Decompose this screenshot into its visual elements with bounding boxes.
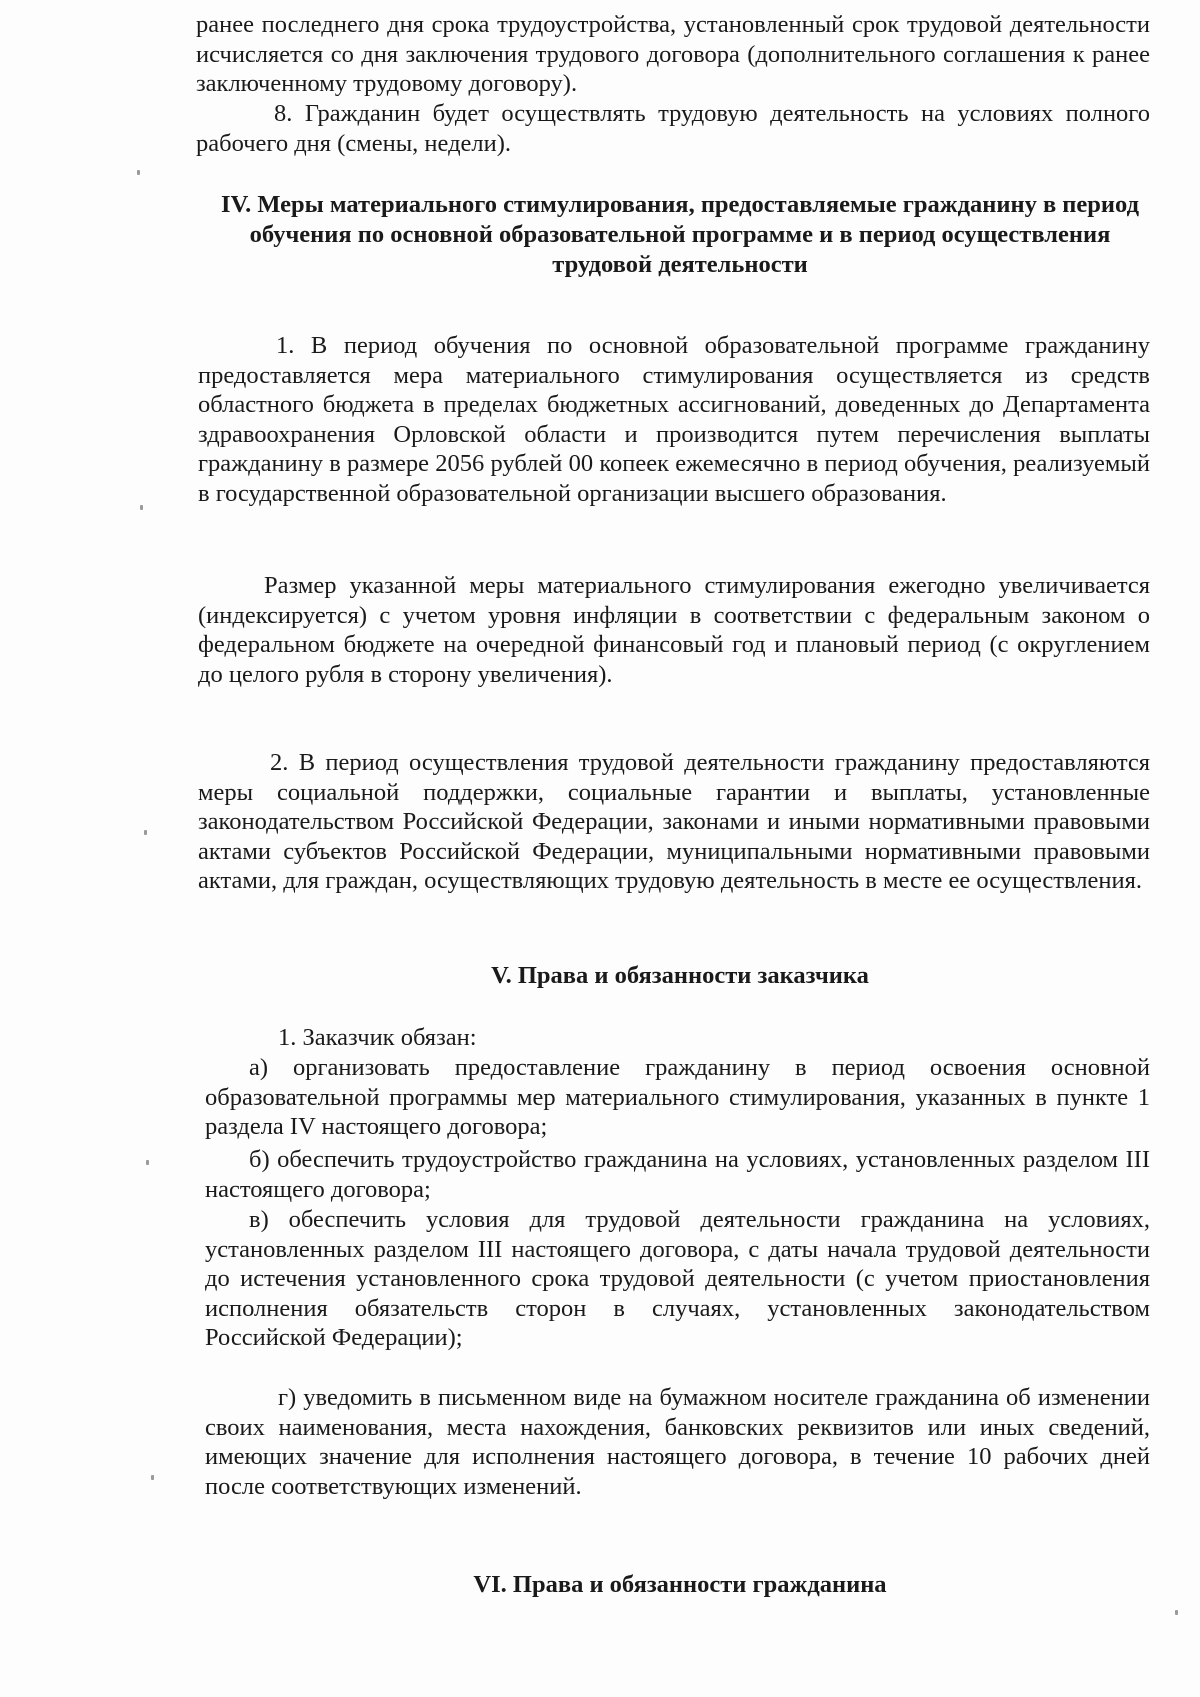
scan-speck (146, 1160, 149, 1165)
section-5-item-a: а) организовать предоставление гражданину в период освоения основной образовательной программы мер материального стимулирования, указанных в пункте 1 раздела IV настоящего договора; (205, 1054, 1150, 1140)
scan-speck (140, 505, 143, 510)
section-6-title: VI. Права и обязанности гражданина (473, 1571, 887, 1598)
section-5-item-1-lead: 1. Заказчик обязан: (278, 1024, 477, 1051)
section-5-item-v: в) обеспечить условия для трудовой деятельности гражданина на условиях, установленных разделом III настоящего договора, с даты начала трудовой деятельности до истечения установленного срока трудовой деятельности (с учетом приостановления исполнения обязательств сторон в случаях, установленных законодательством Российской Федерации); (205, 1206, 1150, 1351)
scan-speck (144, 830, 147, 835)
section-4-item-2-paragraph: 2. В период осуществления трудовой деятельности гражданину предоставляются меры социальной поддержки, социальные гарантии и выплаты, установленные законодательством Российской Федерации, законами и иными нормативными правовыми актами субъектов Российской Федерации, муниципальными нормативными правовыми актами, для граждан, осуществляющих трудовую деятельность в месте ее осуществления. (198, 749, 1150, 894)
scan-speck (151, 1475, 154, 1480)
section-4-indexation-paragraph: Размер указанной меры материального стимулирования ежегодно увеличивается (индексируется) с учетом уровня инфляции в соответствии с федеральным законом о федеральном бюджете на очередной финансовый год и плановый период (с округлением до целого рубля в сторону увеличения). (198, 572, 1150, 688)
scan-speck (137, 170, 140, 175)
section-5-item-b: б) обеспечить трудоустройство гражданина на условиях, установленных разделом III настоящего договора; (205, 1146, 1150, 1203)
scan-speck (1175, 1610, 1178, 1615)
section-5-item-g: г) уведомить в письменном виде на бумажном носителе гражданина об изменении своих наименования, места нахождения, банковских реквизитов или иных сведений, имеющих значение для исполнения настоящего договора, в течение 10 рабочих дней после соответствующих изменений. (205, 1384, 1150, 1500)
item-8-paragraph: 8. Гражданин будет осуществлять трудовую деятельность на условиях полного рабочего дня (смены, недели). (196, 100, 1150, 157)
section-5-title: V. Права и обязанности заказчика (491, 962, 869, 989)
intro-continuation-paragraph: ранее последнего дня срока трудоустройства, установленный срок трудовой деятельности исчисляется со дня заключения трудового договора (дополнительного соглашения к ранее заключенному трудовому договору). (196, 11, 1150, 97)
section-4-item-1-paragraph: 1. В период обучения по основной образовательной программе гражданину предоставляется мера материального стимулирования осуществляется из средств областного бюджета в пределах бюджетных ассигнований, доведенных до Департамента здравоохранения Орловской области и производится путем перечисления выплаты гражданину в размере 2056 рублей 00 копеек ежемесячно в период обучения, реализуемый в государственной образовательной организации высшего образования. (198, 332, 1150, 507)
section-4-title: IV. Меры материального стимулирования, предоставляемые гражданину в период обучения по основной образовательной программе и в период осуществления трудовой деятельности (221, 191, 1139, 278)
